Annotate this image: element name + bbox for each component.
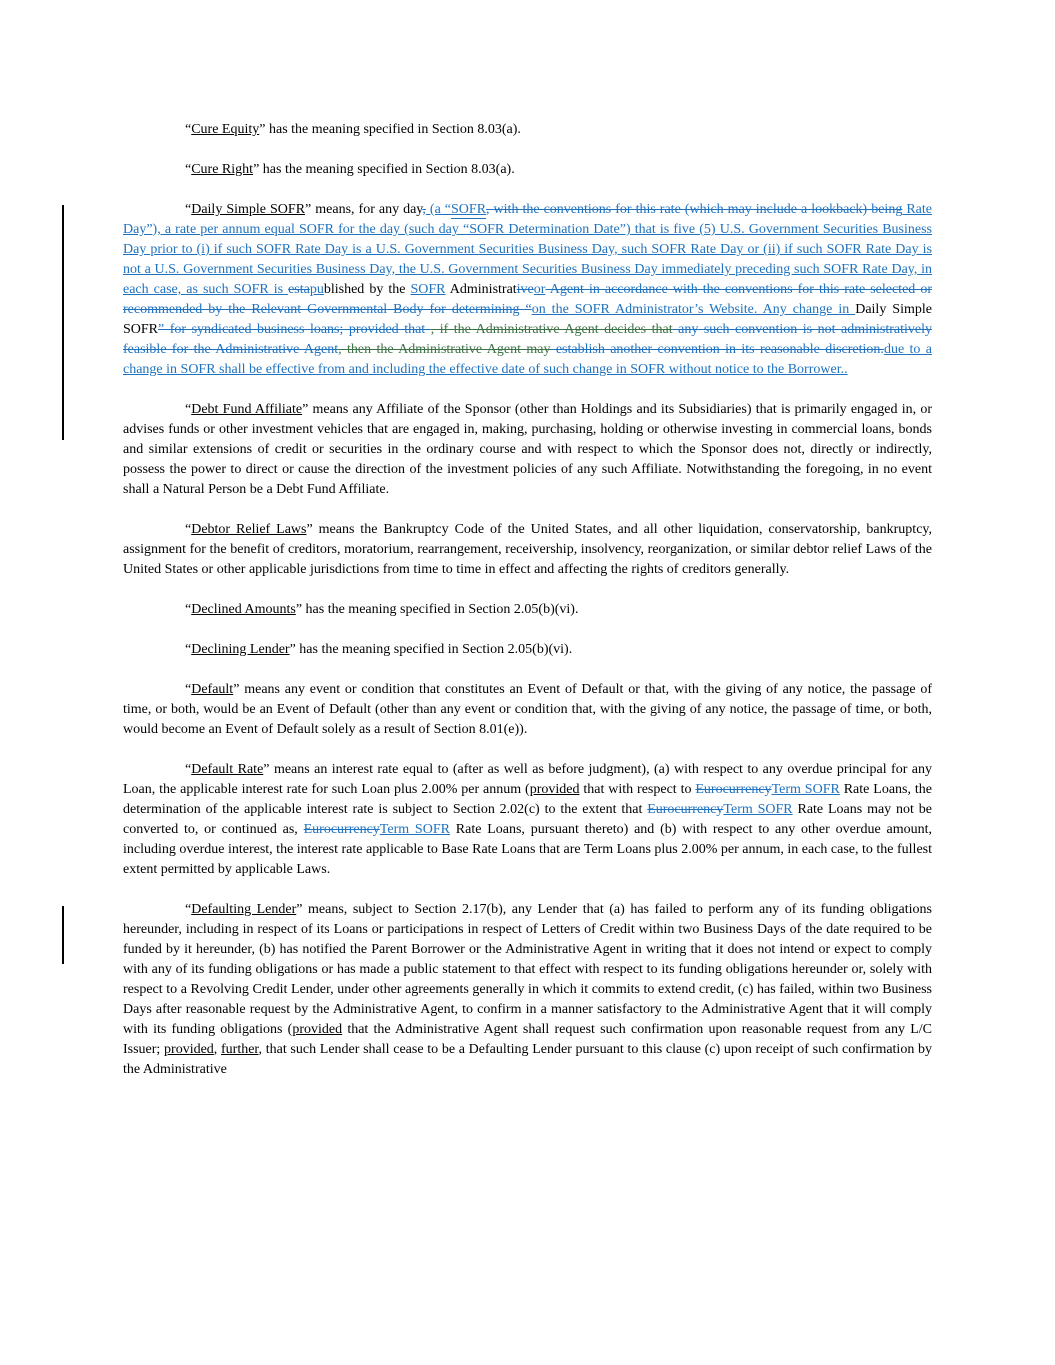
text-run: pu xyxy=(309,282,324,297)
text-run: Cure Equity xyxy=(191,122,260,137)
text-run: ” means any event or condition that constitutes an Event of Default or that, with the giving of any notice, the passage of time, or both, would be an Event of Default (other than any event or condition that, with the giving of any notice, the passage of time, or both, would become an Event of Default solely as a result of Section 8.01(e)). xyxy=(123,682,932,737)
change-bar xyxy=(62,205,64,440)
text-run: or xyxy=(533,282,546,297)
text-run: “ xyxy=(185,162,192,177)
text-run: ” means any Affiliate of the Sponsor (other than Holdings and its Subsidiaries) that is primarily engaged in, or advises funds or other investment vehicles that are engaged in, making, purchasing, holding or otherwise investing in commercial loans, bonds and similar extensions of credit or securities in the ordinary course and with respect to which the Sponsor does not, directly or indirectly, possess the power to direct or cause the direction of the investment policies of any such Affiliate. Notwithstanding the foregoing, in no event shall a Natural Person be a Debt Fund Affiliate. xyxy=(123,402,932,497)
text-run: esta xyxy=(288,282,310,297)
text-run: SOFR xyxy=(410,282,446,297)
text-run: provided xyxy=(292,1022,343,1037)
text-run: “ xyxy=(185,602,192,617)
change-bar xyxy=(62,906,64,964)
text-run: ive xyxy=(516,282,534,297)
text-run: any such convention is not administratively feasible for the Administrative Agent xyxy=(123,322,932,357)
text-run: (a “ xyxy=(425,202,452,217)
paragraph-cure-equity xyxy=(123,120,932,140)
text-run: Defaulting Lender xyxy=(191,902,297,917)
text-run: Eurocurrency xyxy=(695,782,772,797)
text-run: Rate Day”), a rate per annum equal SOFR for the day (such day “SOFR Determination Date”) that is five (5) U.S. Government Securities Business Day prior to (i) if such SOFR Rate Day is a U.S. Government Securities Business Day, such SOFR Rate Day or (ii) if such SOFR Rate Day is not a U.S. Government Securities Business Day, the U.S. Government Securities Business Day immediately preceding such SOFR Rate Day, in each case, as such SOFR is xyxy=(123,202,932,297)
text-run: Rate Loans, the determination of the applicable interest rate is subject to Section 2.02(c) to the extent that xyxy=(123,782,932,817)
text-run: SOFR xyxy=(451,202,487,217)
text-run: Cure Right xyxy=(191,162,254,177)
text-run: establish another convention in its reasonable discretion. xyxy=(550,342,884,357)
text-run: that the Administrative Agent shall request such confirmation upon reasonable request from any L/C Issuer; xyxy=(123,1022,932,1057)
text-run: “ xyxy=(185,402,192,417)
text-run: Debtor Relief Laws xyxy=(191,522,307,537)
paragraph-defaulting-lender xyxy=(123,900,932,1080)
paragraph-declined-amounts xyxy=(123,600,932,620)
text-run: Agent in accordance with the conventions for this rate selected or recommended by the Relevant Governmental Body for determining “ xyxy=(123,282,932,317)
text-run: ” means an interest rate equal to (after as well as before judgment), (a) with respect to any overdue principal for any Loan, the applicable interest rate for such Loan plus 2.00% per annum ( xyxy=(123,762,932,797)
text-run: Rate Loans, pursuant thereto) and (b) with respect to any other overdue amount, including overdue interest, the interest rate applicable to Base Rate Loans that are Term Loans plus 2.00% per annum, in each case, to the fullest extent permitted by applicable Laws. xyxy=(123,822,932,877)
text-run: ” has the meaning specified in Section 2.05(b)(vi). xyxy=(295,602,579,617)
text-run: Debt Fund Affiliate xyxy=(191,402,303,417)
text-run: , xyxy=(422,202,426,217)
text-run: “ xyxy=(185,902,192,917)
text-run: , that such Lender shall cease to be a Defaulting Lender pursuant to this clause (c) upon receipt of such confirmation by the Administrative xyxy=(123,1042,933,1077)
text-run: provided xyxy=(529,782,580,797)
text-run: Rate Loans may not be converted to, or continued as, xyxy=(123,802,932,837)
text-run: “ xyxy=(185,642,192,657)
paragraph-debt-fund-affiliate xyxy=(123,400,932,500)
text-run: Declined Amounts xyxy=(191,602,296,617)
text-run: Term SOFR xyxy=(771,782,840,797)
text-run: Term SOFR xyxy=(723,802,793,817)
text-run: , then the Administrative Agent may xyxy=(338,342,551,357)
text-run: that with respect to xyxy=(579,782,696,797)
text-run: due to a change in SOFR shall be effective from and including the effective date of such change in SOFR without notice to the Borrower.. xyxy=(123,342,933,377)
text-run: ” has the meaning specified in Section 2.05(b)(vi). xyxy=(289,642,573,657)
text-run: Daily Simple SOFR xyxy=(191,202,306,217)
text-run: “ xyxy=(185,122,192,137)
text-run: “ xyxy=(185,202,192,217)
text-run: , with the conventions for this rate (which may include a lookback) being xyxy=(486,202,903,217)
text-run: blished by the xyxy=(323,282,411,297)
text-run: Eurocurrency xyxy=(647,802,724,817)
paragraph-default xyxy=(123,680,932,740)
text-run: ” for syndicated business loans; provided that xyxy=(158,322,431,337)
text-run: Daily Simple SOFR xyxy=(123,302,932,337)
text-run: Term SOFR xyxy=(379,822,450,837)
text-run: ” means, subject to Section 2.17(b), any Lender that (a) has failed to perform any of its funding obligations hereunder, including in respect of its Loans or participations in respect of Letters of Credit within two Business Days of the date required to be funded by it hereunder, (b) has notified the Parent Borrower or the Administrative Agent in writing that it does not intend or expect to comply with any of its funding obligations or has made a public statement to that effect with respect to its funding obligations hereunder or, solely with respect to a Revolving Credit Lender, under other agreements generally in which it commits to extend credit, (c) has failed, within two Business Days after reasonable request by the Administrative Agent, to confirm in a manner satisfactory to the Administrative Agent that it will comply with its funding obligations ( xyxy=(123,902,932,1037)
text-run: “ xyxy=(185,762,192,777)
text-run: ” means the Bankruptcy Code of the United States, and all other liquidation, conservatorship, bankruptcy, assignment for the benefit of creditors, moratorium, rearrangement, receivership, insolvency, reorganization, or similar debtor relief Laws of the United States or other applicable jurisdictions from time to time in effect and affecting the rights of creditors generally. xyxy=(123,522,932,577)
document-content xyxy=(123,120,932,1100)
text-run: ” means, for any day xyxy=(305,202,423,217)
text-run: , if the Administrative Agent decides that xyxy=(430,322,673,337)
paragraph-daily-simple-sofr xyxy=(123,200,932,380)
text-run: Eurocurrency xyxy=(303,822,380,837)
text-run: ” has the meaning specified in Section 8.03(a). xyxy=(259,122,521,137)
text-run: , xyxy=(213,1042,221,1057)
text-run: Default xyxy=(191,682,234,697)
text-run: Declining Lender xyxy=(191,642,290,657)
text-run: “ xyxy=(185,682,192,697)
text-run: further xyxy=(221,1042,259,1057)
text-run: provided xyxy=(164,1042,214,1057)
text-run: ” has the meaning specified in Section 8.03(a). xyxy=(253,162,515,177)
text-run: “ xyxy=(185,522,192,537)
paragraph-declining-lender xyxy=(123,640,932,660)
text-run: on the SOFR Administrator’s Website. Any change in xyxy=(531,302,856,317)
text-run: Default Rate xyxy=(191,762,264,777)
text-run: Administrat xyxy=(445,282,517,297)
paragraph-default-rate xyxy=(123,760,932,880)
paragraph-debtor-relief-laws xyxy=(123,520,932,580)
paragraph-cure-right xyxy=(123,160,932,180)
